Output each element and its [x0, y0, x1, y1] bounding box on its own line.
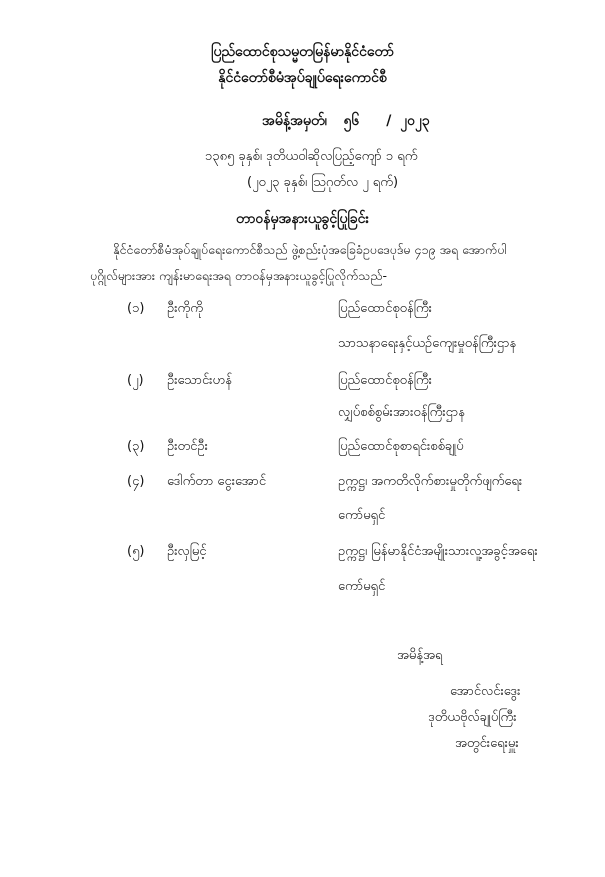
paragraph-line-1: နိုင်ငံတော်စီမံအုပ်ချုပ်ရေးကောင်စီသည် ဖွဲ့စည်းပုံအခြေခံဥပဒေပုဒ်မ ၄၁၉ အရ အောက်ပါ	[113, 242, 507, 257]
entry-number: (၁)	[127, 301, 145, 316]
myanmar-date: ၁၃၈၅ ခုနှစ်၊ ဒုတိယဝါဆိုလပြည့်ကျော် ၁ ရက်	[205, 149, 418, 164]
order-slash: /	[386, 113, 392, 129]
entry-post-line-1: ဥက္ကဋ္ဌ၊ အကတိလိုက်စားမှုတိုက်ဖျက်ရေး	[338, 474, 523, 489]
order-year: ၂၀၂၃	[400, 113, 430, 129]
order-label: အမိန့်အမှတ်၊	[262, 113, 327, 129]
entry-name: ဦးကိုကို	[167, 301, 203, 316]
entry-name: ဦးတင်ဦး	[167, 439, 208, 454]
entry-post-line-1: ပြည်ထောင်စုစာရင်းစစ်ချုပ်	[338, 439, 464, 454]
paragraph-line-2: ပုဂ္ဂိုလ်များအား ကျန်းမာရေးအရ တာဝန်မှအနားယူခွင့်ပြုလိုက်သည်-	[90, 268, 388, 283]
order-number-line	[262, 111, 430, 132]
entry-name: ဒေါက်တာ ငွေးအောင်	[167, 474, 267, 489]
entry-post-line-2: ကော်မရှင်	[338, 579, 386, 594]
entry-name: ဦးလှမြင့်	[167, 544, 207, 559]
entry-number: (၂)	[127, 373, 144, 388]
entry-name: ဦးသောင်းဟန်	[167, 373, 232, 388]
entry-post-line-1: ပြည်ထောင်စုဝန်ကြီး	[338, 301, 432, 316]
by-order-text: အမိန့်အရ	[397, 648, 443, 663]
document-title: တာဝန်မှအနားယူခွင့်ပြုခြင်း	[235, 211, 369, 227]
entry-post-line-1: ဥက္ကဋ္ဌ၊ မြန်မာနိုင်ငံအမျိုးသားလူ့အခွင့်အရေး	[338, 544, 538, 559]
signatory-title: အတွင်းရေးမှူး	[455, 736, 519, 751]
entry-post-line-2: သာသနာရေးနှင့်ယဉ်ကျေးမှုဝန်ကြီးဌာန	[338, 336, 517, 351]
gregorian-date: (၂၀၂၃ ခုနှစ်၊ ဩဂုတ်လ ၂ ရက်)	[247, 175, 399, 190]
signatory-rank: ဒုတိယဗိုလ်ချုပ်ကြီး	[428, 710, 517, 725]
entry-post-line-2: လျှပ်စစ်စွမ်းအားဝန်ကြီးဌာန	[338, 405, 465, 420]
header-line-2: နိုင်ငံတော်စီမံအုပ်ချုပ်ရေးကောင်စီ	[218, 70, 387, 86]
order-number: ၅၆	[343, 113, 360, 129]
entry-number: (၃)	[127, 439, 145, 454]
entry-post-line-2: ကော်မရှင်	[338, 508, 386, 523]
header-line-1: ပြည်ထောင်စုသမ္မတမြန်မာနိုင်ငံတော်	[211, 44, 394, 60]
entry-post-line-1: ပြည်ထောင်စုဝန်ကြီး	[338, 373, 432, 388]
signatory-name: အောင်လင်းဒွေး	[450, 684, 521, 699]
entry-number: (၅)	[127, 544, 145, 559]
entry-number: (၄)	[127, 474, 145, 489]
